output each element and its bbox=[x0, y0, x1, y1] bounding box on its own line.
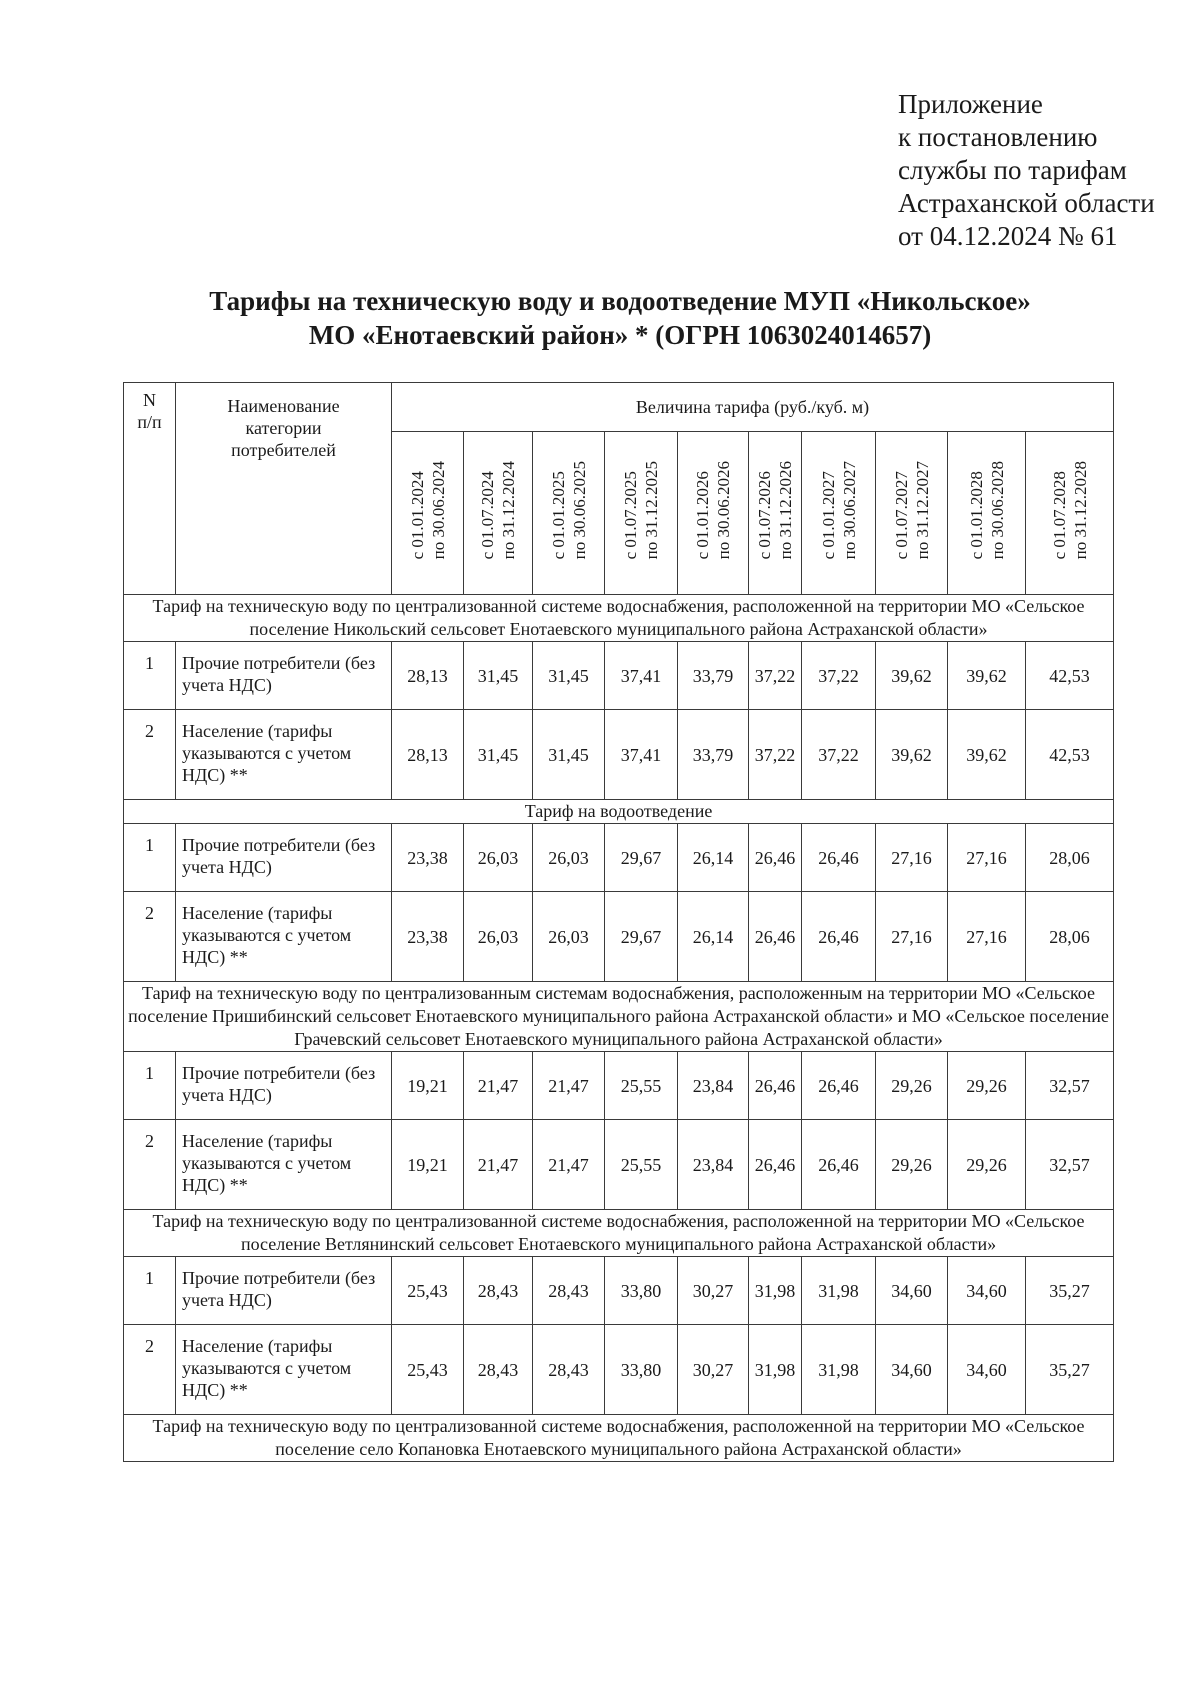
period-header bbox=[605, 432, 678, 595]
appendix-line: Приложение bbox=[898, 89, 1043, 119]
tariff-value: 21,47 bbox=[533, 1120, 605, 1210]
tariff-value: 34,60 bbox=[876, 1325, 948, 1415]
consumer-category: Прочие потребители (без учета НДС) bbox=[176, 642, 392, 710]
tariff-value: 23,38 bbox=[392, 824, 464, 892]
tariff-value: 23,38 bbox=[392, 892, 464, 982]
appendix-line: Астраханской области bbox=[898, 188, 1155, 218]
tariff-value: 28,13 bbox=[392, 642, 464, 710]
tariff-value: 26,14 bbox=[678, 892, 749, 982]
tariff-value: 26,46 bbox=[802, 1120, 876, 1210]
tariff-table bbox=[123, 382, 1114, 1462]
period-header bbox=[876, 432, 948, 595]
tariff-value: 33,79 bbox=[678, 710, 749, 800]
tariff-value: 25,43 bbox=[392, 1257, 464, 1325]
tariff-value: 30,27 bbox=[678, 1257, 749, 1325]
consumer-category: Население (тарифы указываются с учетом НДС) ** bbox=[176, 1120, 392, 1210]
tariff-value: 27,16 bbox=[948, 892, 1026, 982]
period-header bbox=[1026, 432, 1114, 595]
row-number: 2 bbox=[124, 892, 176, 982]
tariff-value: 29,26 bbox=[876, 1052, 948, 1120]
tariff-value: 34,60 bbox=[948, 1257, 1026, 1325]
tariff-value: 25,43 bbox=[392, 1325, 464, 1415]
tariff-value: 37,41 bbox=[605, 642, 678, 710]
consumer-category: Прочие потребители (без учета НДС) bbox=[176, 1257, 392, 1325]
row-number: 2 bbox=[124, 1325, 176, 1415]
tariff-value: 42,53 bbox=[1026, 642, 1114, 710]
tariff-value: 39,62 bbox=[948, 710, 1026, 800]
period-label: с 01.07.2026 по 31.12.2026 bbox=[755, 461, 795, 560]
tariff-value: 33,80 bbox=[605, 1325, 678, 1415]
tariff-value: 28,13 bbox=[392, 710, 464, 800]
appendix-line: от 04.12.2024 № 61 bbox=[898, 221, 1118, 251]
tariff-value: 29,26 bbox=[948, 1120, 1026, 1210]
header-tariff: Величина тарифа (руб./куб. м) bbox=[392, 383, 1114, 432]
table-row bbox=[124, 892, 1114, 982]
tariff-value: 26,03 bbox=[464, 824, 533, 892]
tariff-value: 39,62 bbox=[876, 642, 948, 710]
tariff-value: 39,62 bbox=[948, 642, 1026, 710]
tariff-value: 28,43 bbox=[464, 1325, 533, 1415]
tariff-value: 34,60 bbox=[948, 1325, 1026, 1415]
tariff-value: 31,98 bbox=[749, 1257, 802, 1325]
appendix-line: службы по тарифам bbox=[898, 155, 1127, 185]
tariff-value: 37,22 bbox=[749, 710, 802, 800]
section-heading-row bbox=[124, 982, 1114, 1052]
tariff-value: 31,98 bbox=[802, 1325, 876, 1415]
header-num bbox=[124, 383, 176, 595]
table-row bbox=[124, 710, 1114, 800]
section-heading: Тариф на техническую воду по централизованной системе водоснабжения, расположенной на территории МО «Сельское поселение Никольский сельсовет Енотаевского муниципального района Астраханской области» bbox=[124, 595, 1114, 642]
period-label: с 01.07.2028 по 31.12.2028 bbox=[1049, 461, 1090, 560]
period-header bbox=[533, 432, 605, 595]
header-category bbox=[176, 383, 392, 595]
section-heading-row bbox=[124, 1415, 1114, 1462]
tariff-value: 23,84 bbox=[678, 1120, 749, 1210]
section-heading-row bbox=[124, 1210, 1114, 1257]
tariff-value: 19,21 bbox=[392, 1052, 464, 1120]
period-header bbox=[678, 432, 749, 595]
period-header bbox=[464, 432, 533, 595]
appendix-line: к постановлению bbox=[898, 122, 1098, 152]
tariff-value: 28,43 bbox=[464, 1257, 533, 1325]
period-header bbox=[802, 432, 876, 595]
document-title bbox=[120, 284, 1120, 352]
consumer-category: Население (тарифы указываются с учетом НДС) ** bbox=[176, 892, 392, 982]
tariff-value: 28,43 bbox=[533, 1325, 605, 1415]
tariff-value: 28,06 bbox=[1026, 824, 1114, 892]
title-line-1: Тарифы на техническую воду и водоотведение МУП «Никольское» bbox=[209, 286, 1031, 316]
tariff-value: 26,46 bbox=[749, 824, 802, 892]
consumer-category: Прочие потребители (без учета НДС) bbox=[176, 824, 392, 892]
tariff-value: 25,55 bbox=[605, 1120, 678, 1210]
tariff-value: 31,45 bbox=[533, 710, 605, 800]
header-num-label: N п/п bbox=[137, 390, 162, 432]
row-number: 2 bbox=[124, 710, 176, 800]
period-header bbox=[948, 432, 1026, 595]
tariff-value: 37,22 bbox=[802, 642, 876, 710]
period-label: с 01.01.2027 по 30.06.2027 bbox=[818, 461, 859, 560]
tariff-value: 39,62 bbox=[876, 710, 948, 800]
tariff-value: 25,55 bbox=[605, 1052, 678, 1120]
section-heading-row bbox=[124, 800, 1114, 824]
period-label: с 01.07.2025 по 31.12.2025 bbox=[621, 461, 661, 560]
tariff-value: 35,27 bbox=[1026, 1325, 1114, 1415]
title-line-2: МО «Енотаевский район» * (ОГРН 1063024014657) bbox=[308, 320, 932, 350]
tariff-value: 26,03 bbox=[533, 824, 605, 892]
period-label: с 01.01.2028 по 30.06.2028 bbox=[966, 461, 1007, 560]
header-category-label: Наименование категории потребителей bbox=[227, 396, 340, 460]
period-label: с 01.07.2027 по 31.12.2027 bbox=[891, 461, 932, 560]
tariff-value: 27,16 bbox=[876, 824, 948, 892]
tariff-value: 26,46 bbox=[802, 892, 876, 982]
tariff-value: 37,22 bbox=[802, 710, 876, 800]
tariff-value: 33,79 bbox=[678, 642, 749, 710]
tariff-value: 35,27 bbox=[1026, 1257, 1114, 1325]
row-number: 1 bbox=[124, 642, 176, 710]
tariff-value: 42,53 bbox=[1026, 710, 1114, 800]
section-heading: Тариф на техническую воду по централизованным системам водоснабжения, расположенным на территории МО «Сельское поселение Пришибинский сельсовет Енотаевского муниципального района Астраханской области» и МО «Сельское поселение Грачевский сельсовет Енотаевского муниципального района Астраханской области» bbox=[124, 982, 1114, 1052]
tariff-value: 31,45 bbox=[464, 710, 533, 800]
tariff-value: 21,47 bbox=[464, 1120, 533, 1210]
consumer-category: Население (тарифы указываются с учетом НДС) ** bbox=[176, 1325, 392, 1415]
tariff-value: 31,98 bbox=[749, 1325, 802, 1415]
tariff-value: 31,45 bbox=[464, 642, 533, 710]
tariff-value: 27,16 bbox=[948, 824, 1026, 892]
section-heading: Тариф на техническую воду по централизованной системе водоснабжения, расположенной на территории МО «Сельское поселение село Копановка Енотаевского муниципального района Астраханской области» bbox=[124, 1415, 1114, 1462]
row-number: 2 bbox=[124, 1120, 176, 1210]
table-row bbox=[124, 1257, 1114, 1325]
section-heading: Тариф на техническую воду по централизованной системе водоснабжения, расположенной на территории МО «Сельское поселение Ветлянинский сельсовет Енотаевского муниципального района Астраханской области» bbox=[124, 1210, 1114, 1257]
tariff-value: 30,27 bbox=[678, 1325, 749, 1415]
tariff-value: 32,57 bbox=[1026, 1052, 1114, 1120]
consumer-category: Население (тарифы указываются с учетом НДС) ** bbox=[176, 710, 392, 800]
period-label: с 01.01.2026 по 30.06.2026 bbox=[693, 461, 733, 560]
tariff-value: 29,67 bbox=[605, 892, 678, 982]
tariff-value: 28,06 bbox=[1026, 892, 1114, 982]
table-row bbox=[124, 642, 1114, 710]
tariff-value: 33,80 bbox=[605, 1257, 678, 1325]
period-header bbox=[749, 432, 802, 595]
tariff-value: 26,46 bbox=[802, 1052, 876, 1120]
period-label: с 01.07.2024 по 31.12.2024 bbox=[478, 461, 518, 560]
tariff-value: 26,46 bbox=[802, 824, 876, 892]
table-body bbox=[124, 595, 1114, 1462]
appendix-block bbox=[898, 88, 1155, 253]
tariff-value: 29,67 bbox=[605, 824, 678, 892]
table-row bbox=[124, 824, 1114, 892]
tariff-value: 26,03 bbox=[533, 892, 605, 982]
row-number: 1 bbox=[124, 1257, 176, 1325]
tariff-value: 37,22 bbox=[749, 642, 802, 710]
consumer-category: Прочие потребители (без учета НДС) bbox=[176, 1052, 392, 1120]
tariff-value: 21,47 bbox=[533, 1052, 605, 1120]
tariff-value: 34,60 bbox=[876, 1257, 948, 1325]
table-row bbox=[124, 1325, 1114, 1415]
table-row bbox=[124, 1120, 1114, 1210]
row-number: 1 bbox=[124, 1052, 176, 1120]
tariff-value: 37,41 bbox=[605, 710, 678, 800]
table-row bbox=[124, 1052, 1114, 1120]
section-heading: Тариф на водоотведение bbox=[124, 800, 1114, 824]
tariff-value: 26,03 bbox=[464, 892, 533, 982]
tariff-value: 26,46 bbox=[749, 1052, 802, 1120]
tariff-value: 26,14 bbox=[678, 824, 749, 892]
section-heading-row bbox=[124, 595, 1114, 642]
tariff-value: 23,84 bbox=[678, 1052, 749, 1120]
tariff-value: 21,47 bbox=[464, 1052, 533, 1120]
tariff-value: 31,98 bbox=[802, 1257, 876, 1325]
tariff-value: 26,46 bbox=[749, 1120, 802, 1210]
tariff-value: 29,26 bbox=[948, 1052, 1026, 1120]
period-label: с 01.01.2024 по 30.06.2024 bbox=[407, 461, 448, 560]
row-number: 1 bbox=[124, 824, 176, 892]
tariff-value: 28,43 bbox=[533, 1257, 605, 1325]
tariff-value: 19,21 bbox=[392, 1120, 464, 1210]
tariff-value: 27,16 bbox=[876, 892, 948, 982]
tariff-value: 31,45 bbox=[533, 642, 605, 710]
tariff-value: 32,57 bbox=[1026, 1120, 1114, 1210]
tariff-value: 29,26 bbox=[876, 1120, 948, 1210]
period-header bbox=[392, 432, 464, 595]
tariff-value: 26,46 bbox=[749, 892, 802, 982]
period-label: с 01.01.2025 по 30.06.2025 bbox=[548, 461, 589, 560]
header-row bbox=[124, 383, 1114, 432]
